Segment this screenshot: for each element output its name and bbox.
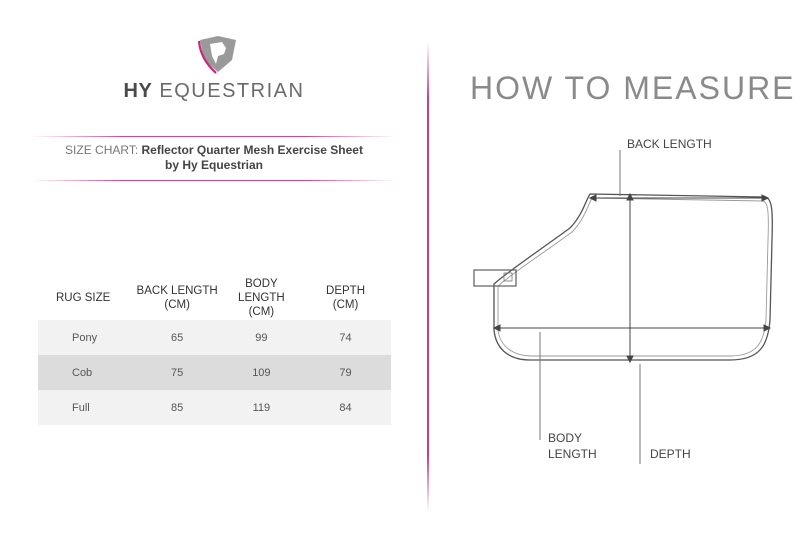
divider-line-top (32, 136, 396, 137)
table-row (38, 355, 391, 390)
body-length-label: BODY LENGTH (548, 431, 597, 461)
header-body-length: BODY LENGTH (CM) (238, 278, 285, 318)
size-chart-label: SIZE CHART: (65, 143, 139, 157)
cell-depth: 79 (300, 355, 391, 390)
depth-label: DEPTH (650, 447, 691, 461)
table-row (38, 390, 391, 425)
rug-trim-icon (498, 198, 768, 356)
size-chart-title (32, 143, 396, 173)
cell-back-length: 75 (132, 355, 223, 390)
horse-head-logo-icon (196, 34, 240, 74)
brand-prefix: HY (123, 80, 153, 102)
cell-body-length: 119 (223, 390, 300, 425)
header-rug-size: RUG SIZE (56, 292, 111, 304)
cell-depth: 84 (300, 390, 391, 425)
how-to-measure-title: HOW TO MEASURE (470, 70, 796, 106)
by-line: by Hy Equestrian (164, 158, 264, 172)
back-length-label: BACK LENGTH (627, 137, 712, 151)
divider-line-bottom (32, 180, 396, 181)
cell-back-length: 85 (132, 390, 223, 425)
rug-measurement-diagram (430, 0, 800, 550)
brand-name: EQUESTRIAN (159, 80, 305, 102)
header-depth: DEPTH (CM) (326, 285, 366, 311)
cell-size: Full (38, 390, 132, 425)
header-back-length: BACK LENGTH (CM) (136, 285, 218, 311)
cell-body-length: 109 (223, 355, 300, 390)
table-header-row (38, 276, 391, 320)
back-length-measure-icon (590, 150, 768, 201)
rug-outline-icon (494, 194, 772, 360)
product-name: Reflector Quarter Mesh Exercise Sheet (141, 143, 363, 157)
table-row (38, 320, 391, 355)
how-to-measure-panel (430, 0, 800, 550)
cell-back-length: 65 (132, 320, 223, 355)
cell-body-length: 99 (223, 320, 300, 355)
body-length-measure-icon (494, 325, 770, 440)
cell-depth: 74 (300, 320, 391, 355)
size-table (38, 276, 391, 425)
brand-wordmark (0, 80, 428, 103)
cell-size: Cob (38, 355, 132, 390)
cell-size: Pony (38, 320, 132, 355)
depth-measure-icon (627, 194, 640, 464)
vertical-divider (427, 42, 429, 512)
